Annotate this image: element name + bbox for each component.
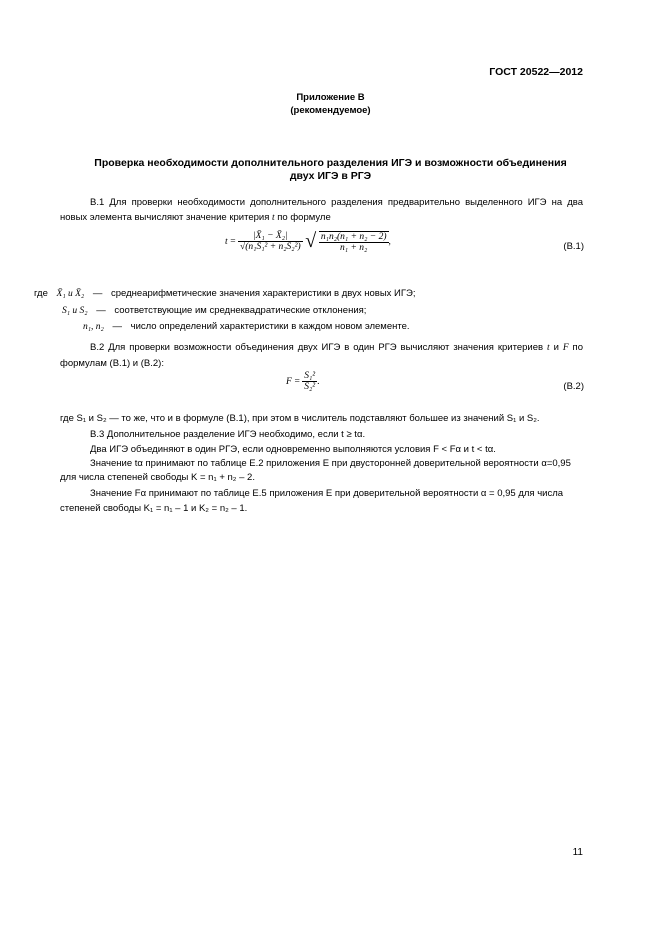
definition-text: число определений характеристики в каждом новом элементе. bbox=[130, 321, 410, 332]
formula-b2: F = $\frac{\text{S₁²}}{\text{S₂²}}$ . bbox=[286, 371, 320, 392]
definition-symbol: n₁, n₂ bbox=[83, 322, 104, 332]
formula-b1-denominator: √(n₁S₁² + n₂S₂²) bbox=[240, 242, 301, 252]
formula-b2-number: (В.2) bbox=[563, 381, 584, 392]
paragraph-b1-text: В.1 Для проверки необходимости дополнительного разделения предварительно выделенного ИГЭ на два новых элемента вычисляют значение критерия bbox=[60, 197, 583, 223]
paragraph-b2-mid: и bbox=[549, 342, 563, 353]
formula-b1-root-denominator: n₁ + n₂ bbox=[340, 242, 368, 253]
paragraph-b1-var: t bbox=[272, 213, 275, 223]
paragraph-after-b2: где S₁ и S₂ — то же, что и в формуле (В.1), при этом в числитель подставляют большее из значений S₁ и S₂. bbox=[60, 413, 540, 424]
formula-b2-lhs: F bbox=[286, 377, 292, 388]
formula-b1: t = $\frac{\text{|X̄₁ − X̄₂|}}{\text{√(n₁S₁² + n₂S₂²)}}$ √ $\frac{\text{n₁n₂(n₁ + n₂ − 2)}}{\text{n₁ + n₂}}$ , bbox=[225, 230, 391, 253]
paragraph-b1 bbox=[60, 195, 583, 226]
definition-text: среднеарифметические значения характеристики в двух новых ИГЭ; bbox=[111, 288, 416, 299]
definition-prefix: где bbox=[34, 288, 48, 299]
page-number: 11 bbox=[572, 847, 583, 858]
formula-b1-root bbox=[319, 231, 389, 253]
paragraph-b2-tail: по формулам (В.1) и (В.2): bbox=[60, 342, 583, 369]
paragraph-f-alpha-line2: степеней свободы K₁ = n₁ – 1 и K₂ = n₂ – 1. bbox=[60, 503, 248, 514]
definition-row bbox=[62, 305, 366, 316]
definition-dash: — bbox=[96, 305, 106, 316]
paragraph-t-alpha-line2: для числа степеней свободы K = n₁ + n₂ – 2. bbox=[60, 472, 255, 483]
paragraph-b2-text: В.2 Для проверки возможности объединения двух ИГЭ в один РГЭ вычисляют значения критериев bbox=[90, 342, 547, 353]
paragraph-b3: В.3 Дополнительное разделение ИГЭ необходимо, если t ≥ tα. bbox=[90, 429, 366, 440]
definition-row bbox=[34, 288, 415, 299]
document-header: ГОСТ 20522—2012 bbox=[489, 66, 583, 78]
paragraph-b2 bbox=[60, 340, 583, 371]
definition-row bbox=[83, 321, 410, 332]
formula-b2-denominator: S₂² bbox=[304, 382, 316, 392]
paragraph-b3-merge: Два ИГЭ объединяют в один РГЭ, если одновременно выполняются условия F < Fα и t < tα. bbox=[90, 444, 496, 455]
definition-symbol: S₁ и S₂ bbox=[62, 306, 88, 316]
definition-symbol: X̄₁ и X̄₂ bbox=[56, 289, 85, 299]
formula-b1-lhs: t bbox=[225, 237, 228, 248]
paragraph-b1-tail: по формуле bbox=[274, 212, 331, 223]
appendix-status: (рекомендуемое) bbox=[290, 105, 371, 116]
paragraph-b2-var-f: F bbox=[562, 343, 569, 353]
definition-text: соответствующие им среднеквадратические отклонения; bbox=[114, 305, 367, 316]
paragraph-t-alpha-line1: Значение tα принимают по таблице Е.2 приложения Е при двусторонней доверительной вероятности α=0,95 bbox=[90, 458, 571, 469]
formula-b1-root-numerator: n₁n₂(n₁ + n₂ − 2) bbox=[320, 231, 387, 242]
formula-b1-number: (В.1) bbox=[563, 241, 584, 252]
formula-b1-fraction bbox=[238, 231, 303, 252]
appendix-title: Приложение В bbox=[296, 92, 365, 103]
formula-b2-fraction bbox=[302, 371, 317, 392]
definition-dash: — bbox=[112, 321, 122, 332]
formula-b2-numerator: S₁² bbox=[304, 371, 316, 381]
section-title-line1: Проверка необходимости дополнительного разделения ИГЭ и возможности объединения bbox=[94, 157, 567, 169]
section-title-line2: двух ИГЭ в РГЭ bbox=[289, 170, 372, 182]
definition-dash: — bbox=[92, 288, 103, 299]
formula-b1-numerator: |X̄₁ − X̄₂| bbox=[238, 231, 303, 242]
paragraph-b2-var-t: t bbox=[547, 343, 550, 353]
paragraph-f-alpha-line1: Значение Fα принимают по таблице Е.5 приложения Е при доверительной вероятности α = 0,95 для числа bbox=[90, 488, 564, 499]
